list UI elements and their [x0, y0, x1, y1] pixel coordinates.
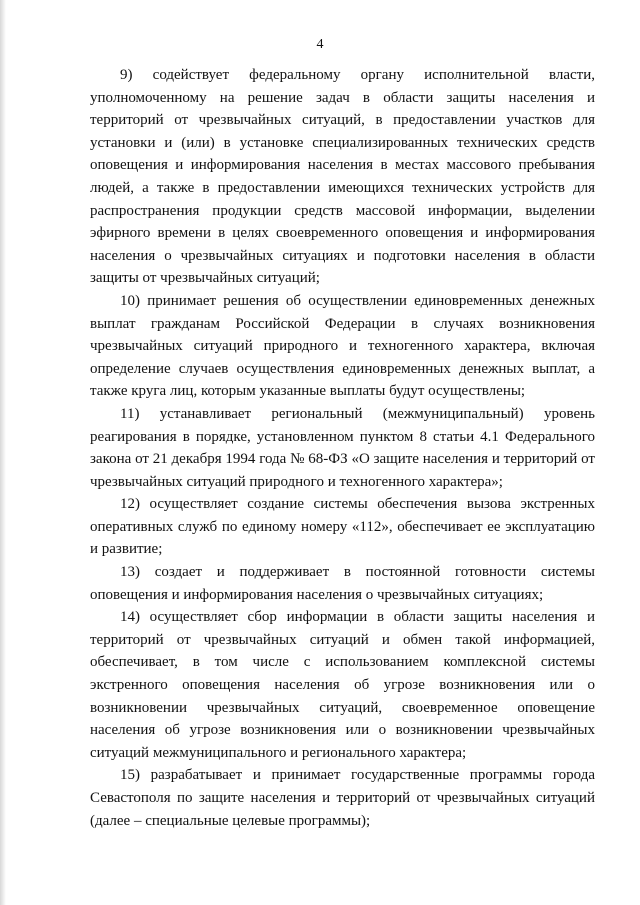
document-body [90, 64, 595, 832]
paragraph-item-15: 15) разрабатывает и принимает государственные программы города Севастополя по защите населения и территорий от чрезвычайных ситуаций (далее – специальные целевые программы); [90, 767, 595, 829]
scan-edge-shadow [0, 0, 6, 905]
paragraph-item-10: 10) принимает решения об осуществлении единовременных денежных выплат гражданам Российской Федерации в случаях возникновения чрезвычайных ситуаций природного и техногенного характера, включая определение случаев осуществления единовременных денежных выплат, а также круга лиц, которым указанные выплаты будут осуществлены; [90, 292, 595, 400]
paragraph-item-13: 13) создает и поддерживает в постоянной готовности системы оповещения и информирования населения о чрезвычайных ситуациях; [90, 564, 595, 603]
paragraph-item-9: 9) содействует федеральному органу исполнительной власти, уполномоченному на решение задач в области защиты населения и территорий от чрезвычайных ситуаций, в предоставлении участков для установки и (или) в установке специализированных технических средств оповещения и информирования населения в местах массового пребывания людей, а также в предоставлении имеющихся технических устройств для распространения продукции средств массовой информации, выделении эфирного времени в целях своевременного оповещения и информирования населения о чрезвычайных ситуациях и подготовки населения в области защиты от чрезвычайных ситуаций; [90, 67, 595, 287]
paragraph-item-11: 11) устанавливает региональный (межмуниципальный) уровень реагирования в порядке, установленном пунктом 8 статьи 4.1 Федерального закона от 21 декабря 1994 года № 68-ФЗ «О защите населения и территорий от чрезвычайных ситуаций природного и техногенного характера»; [90, 405, 595, 490]
paragraph-item-12: 12) осуществляет создание системы обеспечения вызова экстренных оперативных служб по единому номеру «112», обеспечивает ее эксплуатацию и развитие; [90, 496, 595, 558]
page-number: 4 [316, 37, 324, 52]
paragraph-item-14: 14) осуществляет сбор информации в области защиты населения и территорий от чрезвычайных ситуаций и обмен такой информацией, обеспечивает, в том числе с использованием комплексной системы экстренного оповещения населения об угрозе возникновения или о возникновении чрезвычайных ситуаций, своевременное оповещение населения об угрозе возникновения или о возникновении чрезвычайных ситуаций межмуниципального и регионального характера; [90, 609, 595, 761]
